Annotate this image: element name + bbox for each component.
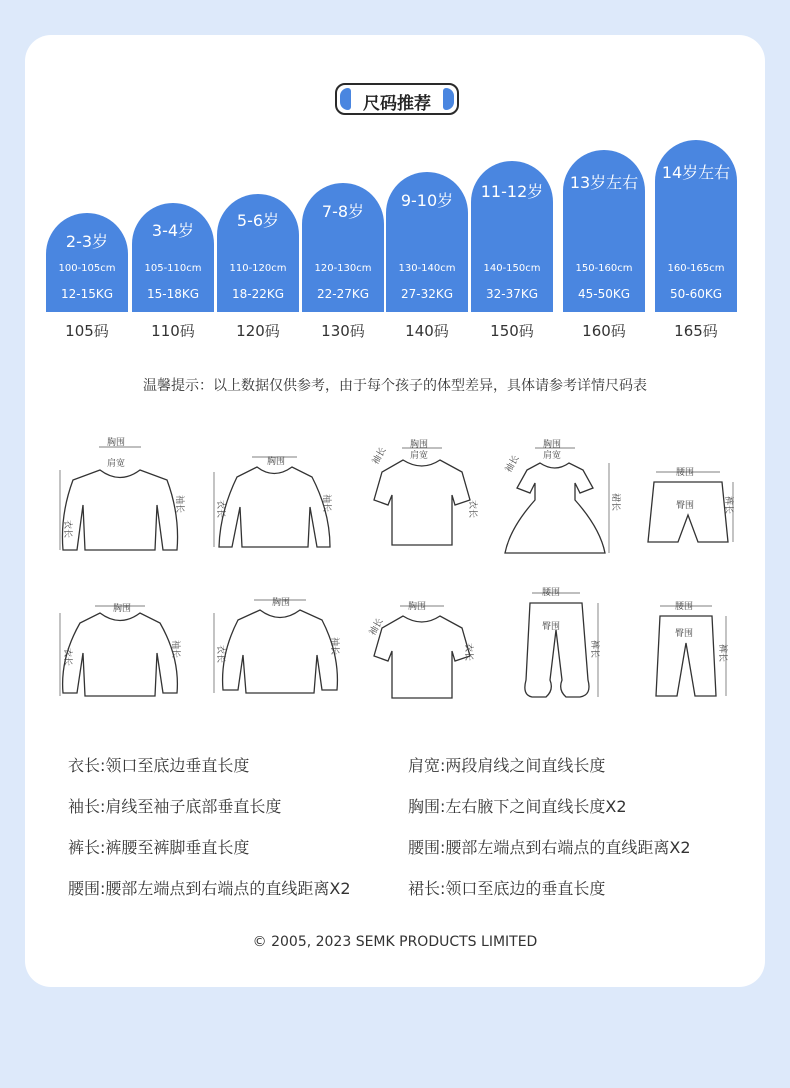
- sleeve-label: 袖长: [174, 495, 184, 514]
- size-arch-3: [217, 194, 299, 312]
- height-range: 110-120cm: [229, 263, 287, 274]
- length-label: 衣长: [62, 648, 72, 667]
- length-label: 衣长: [215, 645, 225, 664]
- age-label: 14岁左右: [661, 163, 731, 182]
- age-label: 9-10岁: [400, 191, 454, 210]
- hip-label: 臀围: [675, 629, 694, 639]
- size-arch-8: [655, 140, 737, 312]
- section-title-text: 尺码推荐: [363, 94, 431, 114]
- skirt-label: 裙长: [610, 493, 620, 512]
- height-range: 105-110cm: [144, 263, 202, 274]
- diagram-raglan-top: [212, 452, 337, 556]
- size-arch-6: [471, 161, 553, 312]
- diagram-cropped-pants: [650, 598, 735, 707]
- age-label: 13岁左右: [569, 173, 639, 192]
- chest-label: 胸围: [410, 440, 429, 450]
- definition-right-2: 胸围:左右腋下之间直线长度X2: [408, 797, 627, 816]
- size-arch-7: [563, 150, 645, 312]
- waist-label: 腰围: [542, 588, 561, 598]
- size-arch-1: [46, 213, 128, 312]
- weight-range: 27-32KG: [400, 287, 454, 301]
- size-label: 120码: [236, 322, 280, 340]
- definition-right-4: 裙长:领口至底边的垂直长度: [408, 879, 606, 898]
- chest-label: 胸围: [408, 602, 427, 612]
- shoulder-label: 肩宽: [543, 451, 562, 461]
- length-label: 衣长: [62, 520, 72, 539]
- waist-label: 腰围: [676, 468, 695, 478]
- sleeve-label: 袖长: [503, 453, 522, 475]
- chest-label: 胸围: [107, 438, 126, 448]
- size-arch-4: [302, 183, 384, 312]
- chest-label: 胸围: [272, 598, 291, 608]
- size-arch-2: [132, 203, 214, 312]
- chest-label: 胸围: [267, 457, 286, 467]
- shoulder-label: 肩宽: [410, 451, 429, 461]
- size-label: 110码: [151, 322, 195, 340]
- definition-left-2: 袖长:肩线至袖子底部垂直长度: [68, 797, 282, 816]
- pants-label: 裤长: [723, 496, 733, 515]
- size-label: 150码: [490, 322, 534, 340]
- waist-label: 腰围: [675, 602, 694, 612]
- sleeve-label: 袖长: [329, 637, 339, 656]
- sleeve-label: 袖长: [170, 640, 180, 659]
- length-label: 衣长: [467, 500, 477, 519]
- height-range: 150-160cm: [575, 263, 633, 274]
- size-label: 160码: [582, 322, 626, 340]
- weight-range: 32-37KG: [485, 287, 539, 301]
- sleeve-label: 袖长: [367, 616, 386, 638]
- diagram-long-sleeve-top: [55, 435, 185, 559]
- definition-right-1: 肩宽:两段肩线之间直线长度: [408, 756, 606, 775]
- definition-left-1: 衣长:领口至底边垂直长度: [68, 756, 250, 775]
- size-label: 165码: [674, 322, 718, 340]
- definition-left-4: 腰围:腰部左端点到右端点的直线距离X2: [68, 879, 351, 898]
- weight-range: 22-27KG: [316, 287, 370, 301]
- definition-left-3: 裤长:裤腰至裤脚垂直长度: [68, 838, 250, 857]
- hip-label: 臀围: [676, 501, 695, 511]
- size-label: 130码: [321, 322, 365, 340]
- section-title: [335, 83, 459, 115]
- definition-right-3: 腰围:腰部左端点到右端点的直线距离X2: [408, 838, 691, 857]
- length-label: 衣长: [215, 500, 225, 519]
- tip-text: 温馨提示：以上数据仅供参考，由于每个孩子的体型差异，具体请参考详情尺码表: [143, 378, 647, 394]
- length-label: 衣长: [463, 643, 473, 662]
- diagram-tshirt-2: [368, 598, 478, 707]
- shoulder-label: 肩宽: [107, 459, 126, 469]
- hip-label: 臀围: [542, 622, 561, 632]
- diagram-tshirt: [370, 440, 480, 554]
- height-range: 140-150cm: [483, 263, 541, 274]
- age-label: 11-12岁: [480, 182, 544, 201]
- age-label: 7-8岁: [321, 202, 365, 221]
- sleeve-label: 袖长: [370, 445, 389, 467]
- size-label: 140码: [405, 322, 449, 340]
- age-label: 5-6岁: [236, 211, 280, 230]
- diagram-jogger-pants: [520, 585, 605, 707]
- height-range: 100-105cm: [58, 263, 116, 274]
- size-arch-5: [386, 172, 468, 312]
- weight-range: 50-60KG: [669, 287, 723, 301]
- diagram-shorts: [648, 460, 738, 554]
- copyright: © 2005, 2023 SEMK PRODUCTS LIMITED: [252, 934, 538, 950]
- weight-range: 12-15KG: [60, 287, 114, 301]
- diagram-raglan-long-top: [55, 598, 185, 707]
- chest-label: 胸围: [543, 440, 562, 450]
- weight-range: 18-22KG: [231, 287, 285, 301]
- sleeve-label: 袖长: [321, 494, 331, 513]
- diagram-dress: [505, 438, 620, 560]
- height-range: 130-140cm: [398, 263, 456, 274]
- age-label: 2-3岁: [65, 232, 109, 251]
- chest-label: 胸围: [113, 604, 132, 614]
- height-range: 120-130cm: [314, 263, 372, 274]
- size-label: 105码: [65, 322, 109, 340]
- weight-range: 15-18KG: [146, 287, 200, 301]
- height-range: 160-165cm: [667, 263, 725, 274]
- diagram-sweatshirt: [212, 595, 347, 704]
- pants-label: 裤长: [717, 644, 727, 663]
- weight-range: 45-50KG: [577, 287, 631, 301]
- age-label: 3-4岁: [151, 221, 195, 240]
- pants-label: 裤长: [589, 640, 599, 659]
